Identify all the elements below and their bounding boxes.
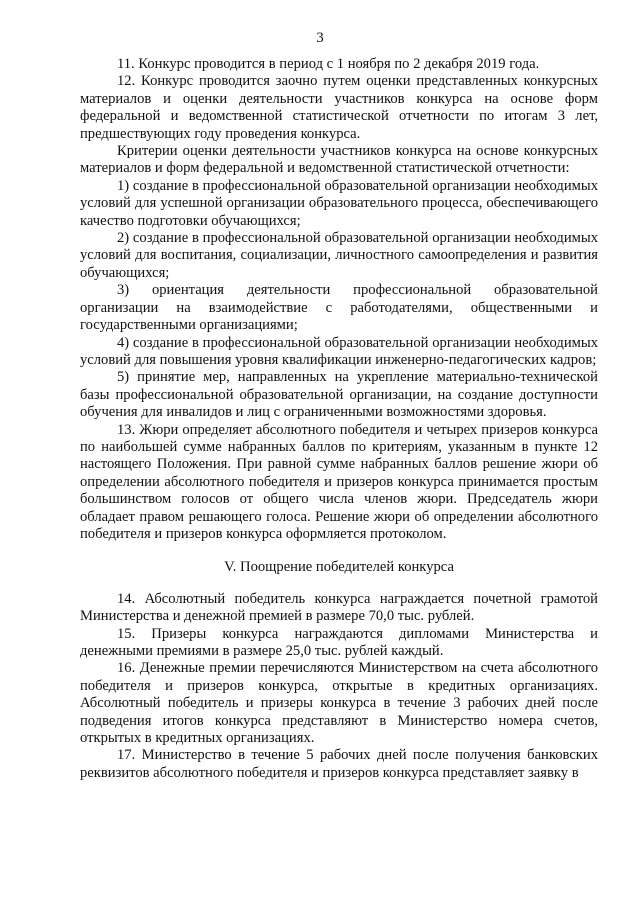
paragraph-15: 15. Призеры конкурса награждаются дипломами Министерства и денежными премиями в размере 25,0 тыс. рублей каждый. (80, 625, 598, 659)
criterion-2: 2) создание в профессиональной образовательной организации необходимых условий для воспитания, социализации, личностного самоопределения и развития обучающихся; (80, 230, 598, 281)
criterion-3: 3) ориентация деятельности профессиональной образовательной организации на взаимодействие с работодателями, общественными и государственными организациями; (80, 282, 598, 334)
paragraph-12: 12. Конкурс проводится заочно путем оценки представленных конкурсных материалов и оценки деятельности участников конкурса на основе форм федеральной и ведомственной статистической отчетности по итогам 3 лет, предшествующих году проведения конкурса. (80, 73, 598, 142)
paragraph-16: 16. Денежные премии перечисляются Министерством на счета абсолютного победителя и призеров конкурса, открытые в кредитных организациях. Абсолютный победитель и призеры конкурса в течение 3 рабочих дней после подведения итогов конкурса представляют в Министерство номера счетов, открытых в кредитных организациях. (80, 660, 598, 747)
page-number: 3 (316, 30, 324, 46)
criteria-intro: Критерии оценки деятельности участников конкурса на основе конкурсных материалов и форм федеральной и ведомственной статистической отчетности: (80, 143, 598, 177)
paragraph-17: 17. Министерство в течение 5 рабочих дней после получения банковских реквизитов абсолютного победителя и призеров конкурса представляет заявку в (80, 747, 598, 781)
document-body (80, 56, 598, 782)
criterion-5: 5) принятие мер, направленных на укрепление материально-технической базы профессиональной образовательной организации, на создание доступности обучения для инвалидов и лиц с ограниченными возможностями здоровья. (80, 369, 598, 421)
section-heading: V. Поощрение победителей конкурса (224, 559, 454, 576)
criterion-1: 1) создание в профессиональной образовательной организации необходимых условий для успешной организации образовательного процесса, обеспечивающего качество подготовки обучающихся; (80, 177, 598, 229)
paragraph-14: 14. Абсолютный победитель конкурса награждается почетной грамотой Министерства и денежной премией в размере 70,0 тыс. рублей. (80, 590, 598, 625)
paragraph-13: 13. Жюри определяет абсолютного победителя и четырех призеров конкурса по наибольшей сумме набранных баллов по критериям, указанным в пункте 12 настоящего Положения. При равной сумме набранных баллов решение жюри об определении абсолютного победителя и призеров конкурса принимается простым большинством голосов от общего числа членов жюри. Председатель жюри обладает правом решающего голоса. Решение жюри об определении абсолютного победителя и призеров конкурса оформляется протоколом. (80, 421, 598, 542)
paragraph-11: 11. Конкурс проводится в период с 1 ноября по 2 декабря 2019 года. (117, 56, 540, 72)
criterion-4: 4) создание в профессиональной образовательной организации необходимых условий для повышения уровня квалификации инженерно-педагогических кадров; (80, 334, 598, 368)
